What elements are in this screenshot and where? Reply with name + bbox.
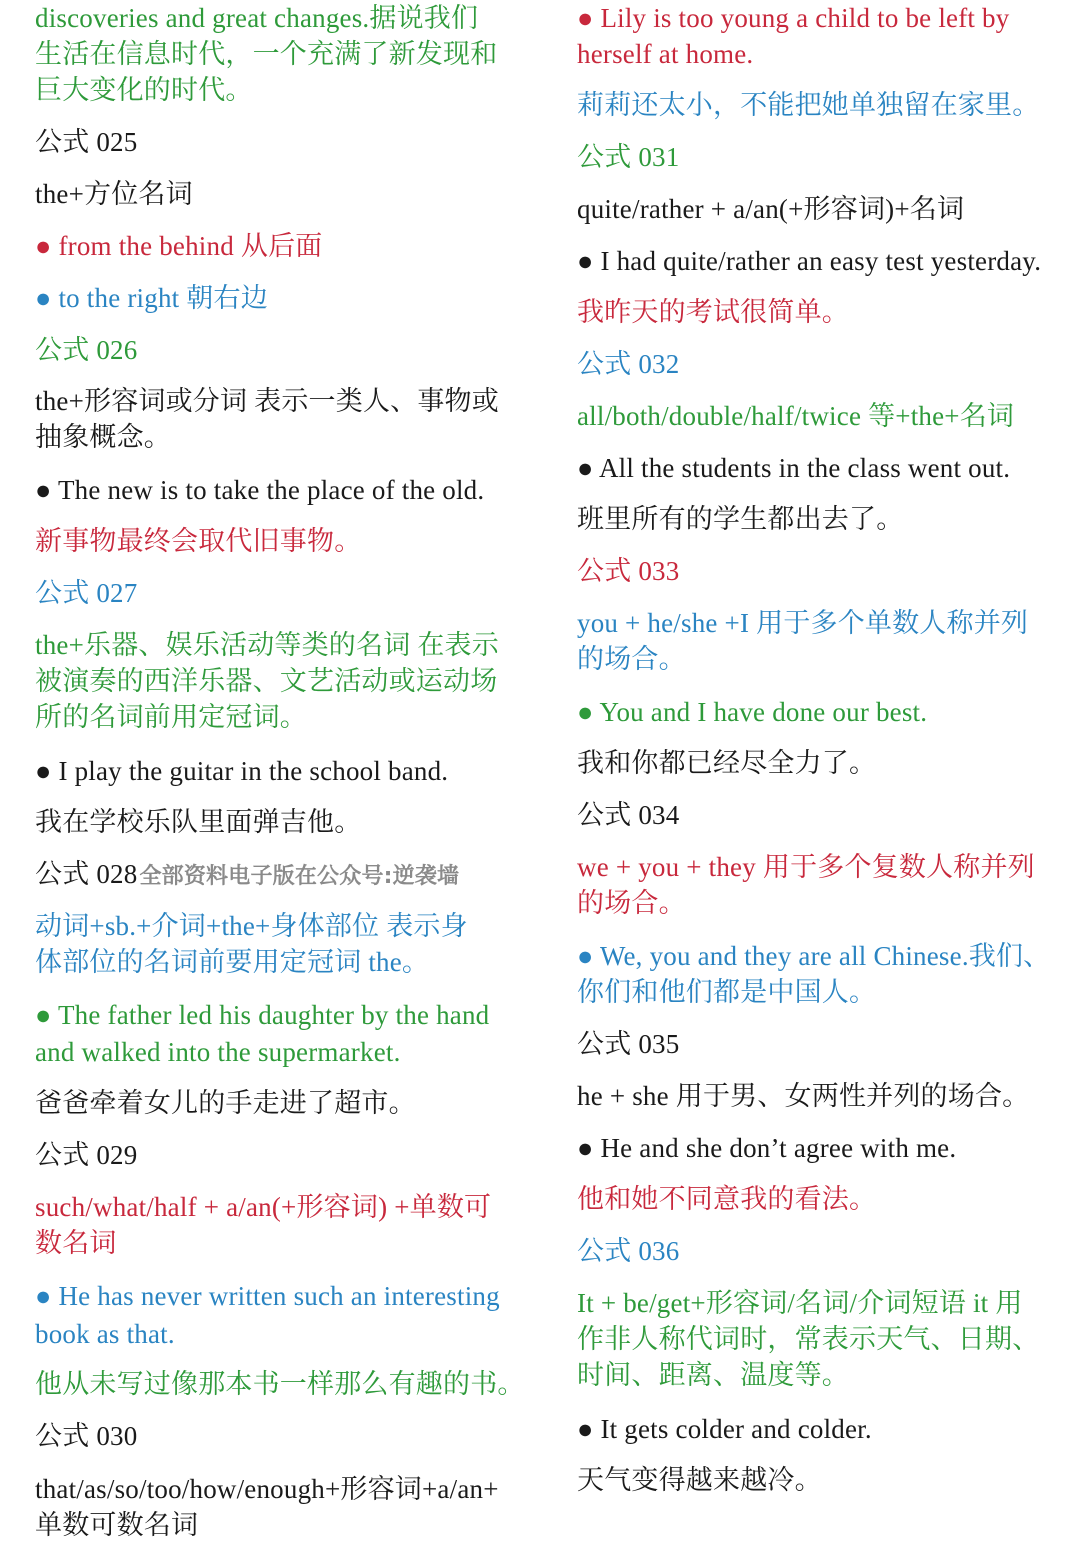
example-sentence: ● I had quite/rather an easy test yesterday.	[577, 246, 1042, 276]
formula-rule: such/what/half + a/an(+形容词) +单数可	[35, 1192, 492, 1222]
formula-rule: the+形容词或分词 表示一类人、事物或	[35, 386, 499, 416]
example-sentence: ● from the behind 从后面	[35, 231, 323, 261]
translation: 我和你都已经尽全力了。	[577, 748, 877, 778]
formula-rule: 所的名词前用定冠词。	[35, 702, 307, 732]
translation: 我在学校乐队里面弹吉他。	[35, 807, 362, 837]
formula-rule: 时间、距离、温度等。	[577, 1360, 849, 1390]
formula-rule: 动词+sb.+介词+the+身体部位 表示身	[35, 911, 468, 941]
formula-rule: the+方位名词	[35, 179, 193, 209]
formula-rule: he + she 用于男、女两性并列的场合。	[577, 1081, 1030, 1111]
example-sentence: ● You and I have done our best.	[577, 697, 928, 727]
formula-rule: 的场合。	[577, 644, 686, 674]
example-sentence: ● He and she don’t agree with me.	[577, 1133, 957, 1163]
formula-rule: 作非人称代词时，常表示天气、日期、	[577, 1324, 1040, 1354]
formula-rule: 数名词	[35, 1228, 117, 1258]
text-line: 巨大变化的时代。	[35, 75, 253, 105]
formula-rule: 抽象概念。	[35, 422, 171, 452]
translation: 班里所有的学生都出去了。	[577, 504, 904, 534]
formula-heading: 公式 030	[35, 1421, 138, 1451]
formula-heading: 公式 026	[35, 335, 138, 365]
formula-heading: 公式 029	[35, 1140, 138, 1170]
formula-rule: all/both/double/half/twice 等+the+名词	[577, 401, 1015, 431]
formula-rule: 的场合。	[577, 888, 686, 918]
watermark-text: 全部资料电子版在公众号:逆袭墙	[139, 864, 460, 889]
formula-rule: we + you + they 用于多个复数人称并列	[577, 852, 1035, 882]
formula-rule: 被演奏的西洋乐器、文艺活动或运动场	[35, 666, 498, 696]
formula-heading: 公式 031	[577, 142, 680, 172]
example-sentence: ● He has never written such an interesting	[35, 1281, 500, 1311]
formula-heading: 公式 035	[577, 1029, 680, 1059]
text-line: discoveries and great changes.据说我们	[35, 3, 479, 33]
formula-rule: the+乐器、娱乐活动等类的名词 在表示	[35, 630, 499, 660]
example-sentence: ● Lily is too young a child to be left by	[577, 3, 1010, 33]
translation: 莉莉还太小，不能把她单独留在家里。	[577, 90, 1040, 120]
example-sentence: ● The new is to take the place of the old.	[35, 475, 485, 505]
example-sentence: ● to the right 朝右边	[35, 283, 268, 313]
text-line: 生活在信息时代，一个充满了新发现和	[35, 39, 498, 69]
formula-rule: It + be/get+形容词/名词/介词短语 it 用	[577, 1288, 1023, 1318]
translation: 爸爸牵着女儿的手走进了超市。	[35, 1088, 416, 1118]
formula-rule: that/as/so/too/how/enough+形容词+a/an+	[35, 1474, 499, 1504]
example-sentence: 你们和他们都是中国人。	[577, 977, 877, 1007]
formula-heading: 公式 027	[35, 578, 138, 608]
formula-rule: 单数可数名词	[35, 1510, 199, 1540]
formula-heading: 公式 033	[577, 556, 680, 586]
example-sentence: and walked into the supermarket.	[35, 1037, 401, 1067]
formula-rule: 体部位的名词前要用定冠词 the。	[35, 947, 430, 977]
example-sentence: ● All the students in the class went out.	[577, 453, 1011, 483]
translation: 我昨天的考试很简单。	[577, 297, 849, 327]
example-sentence: book as that.	[35, 1319, 175, 1349]
example-sentence: ● We, you and they are all Chinese.我们、	[577, 941, 1051, 971]
translation: 他和她不同意我的看法。	[577, 1184, 877, 1214]
example-sentence: ● The father led his daughter by the hand	[35, 1000, 490, 1030]
formula-heading: 公式 025	[35, 127, 138, 157]
translation: 他从未写过像那本书一样那么有趣的书。	[35, 1369, 525, 1399]
example-sentence: herself at home.	[577, 39, 754, 69]
translation: 天气变得越来越冷。	[577, 1465, 822, 1495]
formula-heading: 公式 036	[577, 1236, 680, 1266]
formula-rule: quite/rather + a/an(+形容词)+名词	[577, 194, 965, 224]
formula-rule: you + he/she +I 用于多个单数人称并列	[577, 608, 1029, 638]
formula-heading: 公式 032	[577, 349, 680, 379]
example-sentence: ● I play the guitar in the school band.	[35, 756, 449, 786]
formula-heading: 公式 028全部资料电子版在公众号:逆袭墙	[35, 859, 460, 889]
translation: 新事物最终会取代旧事物。	[35, 526, 362, 556]
formula-heading: 公式 034	[577, 800, 680, 830]
example-sentence: ● It gets colder and colder.	[577, 1414, 872, 1444]
